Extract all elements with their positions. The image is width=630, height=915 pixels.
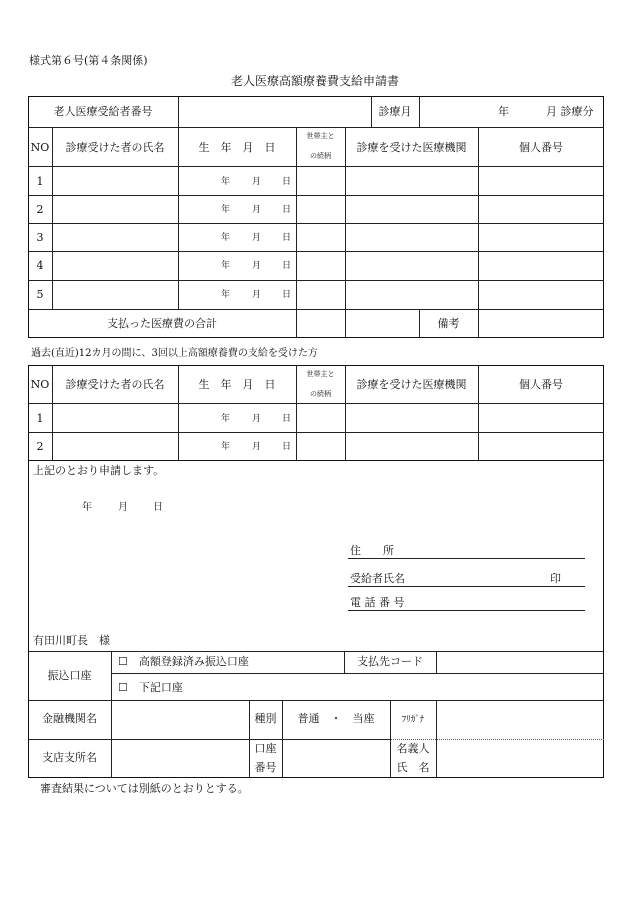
row-number: 5	[36, 288, 44, 301]
remarks-label: 備考	[437, 317, 460, 330]
address-label: 住 所	[350, 544, 394, 557]
date-day: 日	[282, 442, 292, 452]
application-date-year: 年	[82, 502, 92, 513]
applicant-name-label: 受給者氏名	[350, 572, 405, 585]
col-header-relation-1: 世帯主と	[306, 132, 335, 140]
col-header-institution: 診療を受けた医療機関	[356, 378, 467, 391]
date-day: 日	[282, 205, 292, 215]
month-suffix: 月 診療分	[546, 105, 594, 118]
applicant-name-field[interactable]	[410, 570, 540, 585]
col-header-no: NO	[30, 141, 50, 154]
application-statement: 上記のとおり申請します。	[33, 464, 165, 477]
date-year: 年	[221, 290, 231, 300]
col-header-relation-2: の続柄	[310, 390, 331, 398]
row-number: 1	[36, 412, 44, 425]
review-result-note: 審査結果については別紙のとおりとする。	[40, 782, 249, 795]
account-label: 振込口座	[47, 669, 92, 682]
date-day: 日	[282, 177, 292, 187]
date-day: 日	[282, 414, 292, 424]
account-number-field[interactable]	[284, 741, 388, 776]
past-recipients-caption: 過去(直近)12カ月の間に、3回以上高額療養費の支給を受けた方	[31, 348, 318, 359]
date-year: 年	[221, 442, 231, 452]
furigana-label: ﾌﾘｶﾞﾅ	[401, 715, 425, 725]
financial-institution-field[interactable]	[113, 702, 247, 737]
phone-number-label: 電 話 番 号	[350, 596, 405, 609]
registered-account-option[interactable]: ☐ 高額登録済み振込口座	[118, 655, 249, 668]
account-type-options[interactable]: 普通 ・ 当座	[297, 712, 375, 725]
address-field[interactable]	[410, 542, 585, 557]
date-month: 月	[252, 414, 262, 424]
treatment-month-field[interactable]	[421, 99, 491, 125]
col-header-birthdate: 生 年 月 日	[198, 141, 276, 154]
branch-name-field[interactable]	[113, 741, 247, 776]
date-month: 月	[252, 205, 262, 215]
recipient-number-label: 老人医療受給者番号	[53, 105, 153, 118]
date-year: 年	[221, 261, 231, 271]
addressee: 有田川町長 様	[33, 634, 110, 647]
col-header-personal-number: 個人番号	[519, 141, 563, 154]
date-month: 月	[252, 177, 262, 187]
col-header-name: 診療受けた者の氏名	[65, 378, 165, 391]
application-date-day: 日	[153, 502, 163, 513]
date-month: 月	[252, 233, 262, 243]
remarks-field[interactable]	[480, 311, 602, 336]
account-holder-label-2: 氏 名	[396, 761, 430, 774]
treatment-month-label: 診療月	[378, 105, 412, 118]
row-number: 1	[36, 175, 44, 188]
account-holder-label-1: 名義人	[396, 742, 430, 755]
date-day: 日	[282, 261, 292, 271]
date-year: 年	[221, 414, 231, 424]
row-number: 2	[36, 440, 44, 453]
account-number-label-1: 口座	[254, 742, 277, 755]
application-date-month: 月	[118, 502, 128, 513]
date-month: 月	[252, 261, 262, 271]
date-day: 日	[282, 290, 292, 300]
recipient-number-field[interactable]	[180, 99, 369, 125]
year-label: 年	[498, 105, 509, 118]
account-holder-field[interactable]	[438, 741, 602, 776]
account-number-label-2: 番号	[254, 761, 277, 774]
form-title: 老人医療高額療養費支給申請書	[230, 74, 399, 88]
form-number: 様式第６号(第４条関係)	[29, 54, 148, 67]
date-year: 年	[221, 177, 231, 187]
date-month: 月	[252, 290, 262, 300]
total-medical-cost-label: 支払った医療費の合計	[107, 317, 217, 330]
total-cost-field[interactable]	[298, 311, 343, 336]
date-year: 年	[221, 205, 231, 215]
col-header-personal-number: 個人番号	[519, 378, 563, 391]
payment-code-label: 支払先コード	[357, 655, 423, 668]
date-year: 年	[221, 233, 231, 243]
row-number: 2	[36, 203, 44, 216]
row-number: 3	[36, 231, 44, 244]
col-header-birthdate: 生 年 月 日	[198, 378, 276, 391]
financial-institution-label: 金融機関名	[42, 712, 97, 725]
col-header-relation-2: の続柄	[310, 152, 331, 160]
date-month: 月	[252, 442, 262, 452]
seal-mark: 印	[550, 572, 561, 585]
col-header-relation-1: 世帯主と	[306, 370, 335, 378]
row-number: 4	[36, 259, 44, 272]
col-header-no: NO	[30, 378, 50, 391]
date-day: 日	[282, 233, 292, 243]
col-header-institution: 診療を受けた医療機関	[356, 141, 467, 154]
branch-name-label: 支店支所名	[42, 751, 97, 764]
payment-code-field[interactable]	[438, 653, 602, 671]
furigana-field[interactable]	[438, 702, 602, 737]
account-type-label: 種別	[254, 712, 277, 725]
below-account-option[interactable]: ☐ 下記口座	[118, 681, 183, 694]
phone-number-field[interactable]	[410, 594, 585, 609]
col-header-name: 診療受けた者の氏名	[65, 141, 165, 154]
